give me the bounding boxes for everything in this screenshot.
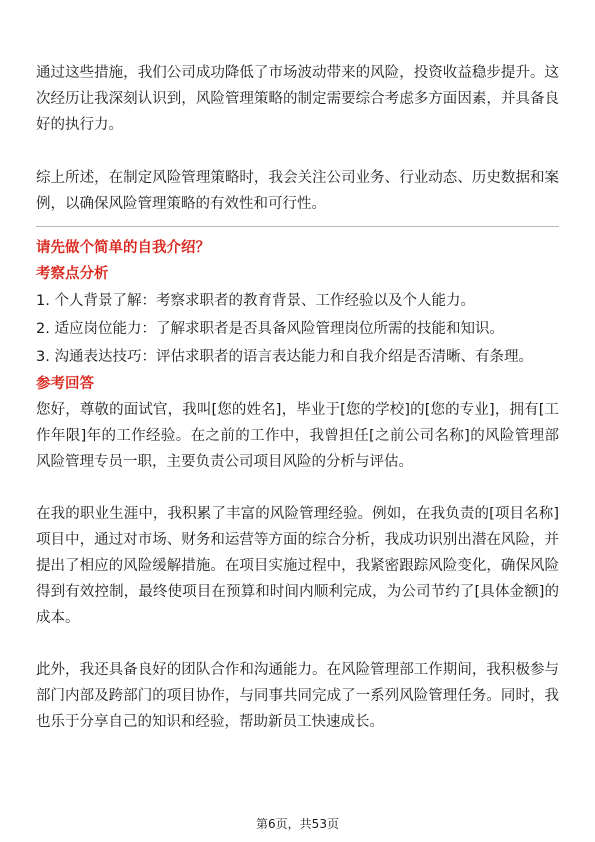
interview-question: 请先做个简单的自我介绍？	[36, 240, 210, 256]
answer-paragraph-teamwork: 此外，我还具备良好的团队合作和沟通能力。在风险管理部工作期间，我积极参与部门内部及跨部门的项目协作，与同事共同完成了一系列风险管理任务。同时，我也乐于分享自己的知识和经验，帮助新员工快速成长。	[36, 662, 559, 730]
section-divider	[36, 226, 559, 227]
paragraph-summary: 综上所述，在制定风险管理策略时，我会关注公司业务、行业动态、历史数据和案例，以确保风险管理策略的有效性和可行性。	[36, 170, 559, 212]
paragraph-gap	[36, 138, 559, 165]
analysis-item: 3. 沟通表达技巧：评估求职者的语言表达能力和自我介绍是否清晰、有条理。	[36, 349, 533, 365]
analysis-item: 1. 个人背景了解：考察求职者的教育背景、工作经验以及个人能力。	[36, 293, 475, 309]
paragraph-measures-result: 通过这些措施，我们公司成功降低了市场波动带来的风险，投资收益稳步提升。这次经历让我深刻认识到，风险管理策略的制定需要综合考虑多方面因素，并具备良好的执行力。	[36, 65, 559, 133]
answer-heading: 参考回答	[36, 376, 94, 392]
answer-paragraph-experience: 在我的职业生涯中，我积累了丰富的风险管理经验。例如，在我负责的[项目名称]项目中，通过对市场、财务和运营等方面的综合分析，我成功识别出潜在风险，并提出了相应的风险缓解措施。在项目实施过程中，我紧密跟踪风险变化，确保风险得到有效控制，最终使项目在预算和时间内顺利完成，为公司节约了[具体金额]的成本。	[36, 506, 559, 626]
answer-paragraph-intro: 您好，尊敬的面试官，我叫[您的姓名]，毕业于[您的学校]的[您的专业]，拥有[工作年限]年的工作经验。在之前的工作中，我曾担任[之前公司名称]的风险管理部风险管理专员一职，主要负责公司项目风险的分析与评估。	[36, 402, 559, 470]
document-page	[36, 60, 559, 735]
analysis-heading: 考察点分析	[36, 266, 109, 282]
page-number-footer: 第6页，共53页	[256, 817, 339, 831]
analysis-item: 2. 适应岗位能力：了解求职者是否具备风险管理岗位所需的技能和知识。	[36, 321, 504, 337]
paragraph-gap	[36, 631, 559, 657]
paragraph-gap	[36, 475, 559, 501]
